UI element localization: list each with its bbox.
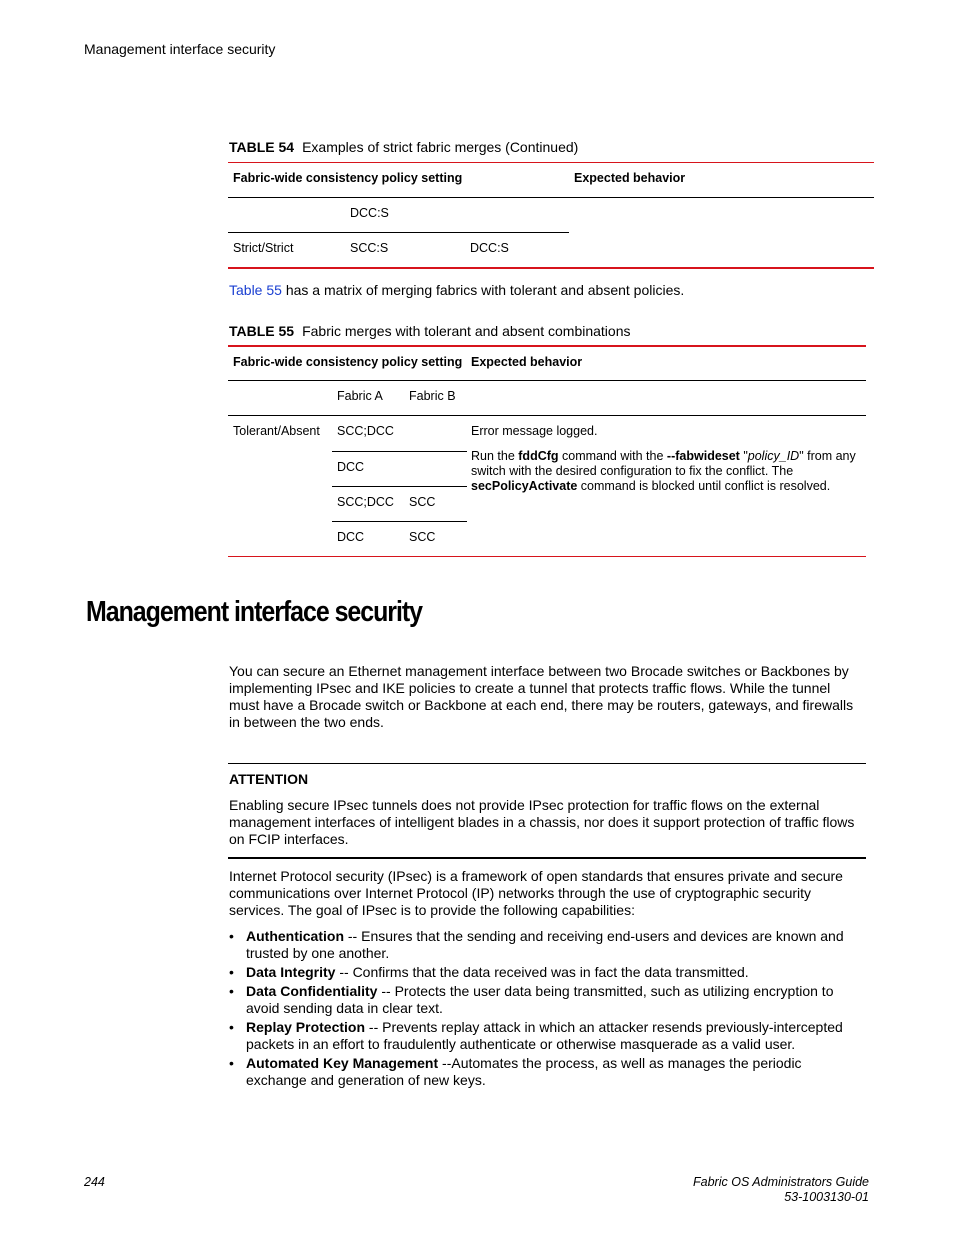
- table-55-row3-fabric-b: SCC: [409, 495, 436, 509]
- footer-doc-number: 53-1003130-01: [784, 1190, 869, 1204]
- table-55-intro: [229, 282, 684, 299]
- table-54-row-rule: [228, 232, 569, 233]
- list-item: Data Integrity -- Confirms that the data received was in fact the data transmitted.: [246, 964, 749, 980]
- table-54-header-rule: [228, 197, 874, 198]
- footer-doc-info: [693, 1175, 869, 1205]
- table-55-caption: [229, 323, 631, 339]
- page-number: 244: [84, 1175, 105, 1189]
- table-54-header-behavior: Expected behavior: [574, 171, 686, 185]
- bullet-marker: •: [229, 928, 234, 944]
- attention-text: Enabling secure IPsec tunnels does not provide IPsec protection for traffic flows on the external management interfaces of intelligent blades in a chassis, nor does it support protection of traffic flows on FCIP interfaces.: [229, 797, 855, 847]
- table-55-caption-text: Fabric merges with tolerant and absent combinations: [302, 323, 631, 339]
- bullet-marker: •: [229, 964, 234, 980]
- table-55-subheader-rule: [228, 415, 866, 416]
- table-55-row-rule-2: [332, 486, 467, 487]
- table-54-row2-setting: Strict/Strict: [233, 241, 294, 255]
- table-54-row1-fabric-a: DCC:S: [350, 206, 389, 220]
- table-55-header-rule: [228, 380, 866, 381]
- section-title: Management interface security: [86, 596, 422, 628]
- table-55-subheader-fabric-a: Fabric A: [337, 389, 383, 403]
- footer-guide-title: Fabric OS Administrators Guide: [693, 1175, 869, 1189]
- list-item: Data Confidentiality -- Protects the user data being transmitted, such as utilizing encryption to avoid sending data in clear text.: [246, 983, 834, 1016]
- table-55-intro-text: has a matrix of merging fabrics with tolerant and absent policies.: [281, 282, 685, 298]
- table-55-row2-fabric-a: DCC: [337, 460, 365, 474]
- bullet-marker: •: [229, 983, 234, 999]
- table-55-header-setting: Fabric-wide consistency policy setting: [233, 355, 463, 369]
- attention-bottom-rule: [228, 857, 866, 859]
- list-item: Replay Protection -- Prevents replay attack in which an attacker resends previously-intercepted packets in an effort to fraudulently authenticate or otherwise masquerade as a valid user.: [246, 1019, 843, 1052]
- table-55-link[interactable]: Table 55: [229, 282, 282, 298]
- table-54-top-rule: [228, 162, 874, 163]
- table-55-row1-fabric-a: SCC;DCC: [337, 424, 394, 438]
- ipsec-paragraph: Internet Protocol security (IPsec) is a framework of open standards that ensures private and secure communications over Internet Protocol (IP) networks through the use of cryptographic security services. The goal of IPsec is to provide the following capabilities:: [229, 868, 843, 918]
- running-header: Management interface security: [84, 41, 276, 57]
- attention-top-rule: [228, 763, 866, 764]
- section-intro: You can secure an Ethernet management interface between two Brocade switches or Backbones by implementing IPsec and IKE policies to create a tunnel that protects traffic flows. While the tunnel must have a Brocade switch or Backbone at each end, there may be routers, gateways, and firewalls in between the two ends.: [229, 663, 854, 730]
- table-54-caption-text: Examples of strict fabric merges (Continued): [302, 139, 579, 155]
- list-item: Automated Key Management --Automates the process, as well as manages the periodic exchange and generation of new keys.: [246, 1055, 802, 1088]
- table-55-bottom-rule: [228, 556, 866, 557]
- table-55-row-rule-1: [332, 451, 467, 452]
- table-54-bottom-rule: [228, 267, 874, 269]
- table-54-row2-fabric-a: SCC:S: [350, 241, 389, 255]
- table-54-header-setting: Fabric-wide consistency policy setting: [233, 171, 463, 185]
- table-55-subheader-fabric-b: Fabric B: [409, 389, 456, 403]
- table-55-setting: Tolerant/Absent: [233, 424, 320, 438]
- table-55-row4-fabric-b: SCC: [409, 530, 436, 544]
- bullet-marker: •: [229, 1055, 234, 1071]
- table-54-row2-fabric-b: DCC:S: [470, 241, 509, 255]
- list-item: Authentication -- Ensures that the sending and receiving end-users and devices are known and trusted by one another.: [246, 928, 844, 961]
- bullet-marker: •: [229, 1019, 234, 1035]
- table-55-behavior-text: Run the fddCfg command with the --fabwideset "policy_ID" from any switch with the desired configuration to fix the conflict. The secPolicyActivate command is blocked until conflict is resolved.: [471, 449, 856, 493]
- attention-label: ATTENTION: [229, 771, 309, 787]
- table-55-behavior-line1: Error message logged.: [471, 424, 598, 438]
- table-54-caption: [229, 139, 578, 155]
- table-55-row3-fabric-a: SCC;DCC: [337, 495, 394, 509]
- table-55-top-rule: [228, 345, 866, 347]
- table-54-label: TABLE 54: [229, 139, 295, 155]
- table-55-row4-fabric-a: DCC: [337, 530, 365, 544]
- table-55-row-rule-3: [332, 521, 467, 522]
- table-55-label: TABLE 55: [229, 323, 295, 339]
- table-55-header-behavior: Expected behavior: [471, 355, 583, 369]
